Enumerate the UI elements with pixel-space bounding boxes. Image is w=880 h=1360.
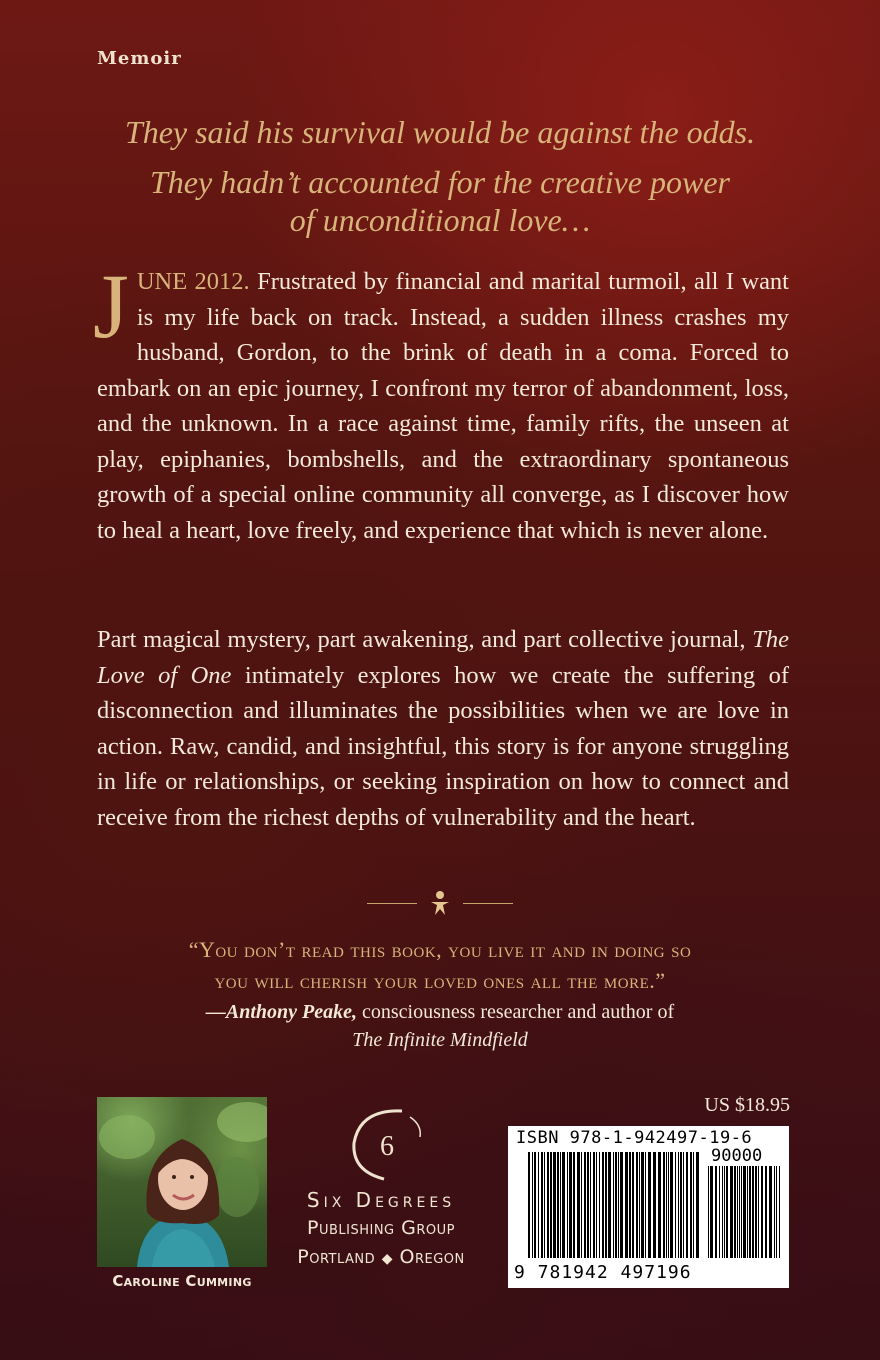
barcode-addon-bar (726, 1166, 728, 1258)
barcode-bar (620, 1152, 623, 1258)
barcode-bar (605, 1152, 607, 1258)
barcode-bar (532, 1152, 533, 1258)
barcode-bar (602, 1152, 604, 1258)
barcode-bar (639, 1152, 640, 1258)
barcode-bar (680, 1152, 682, 1258)
barcode-bar (625, 1152, 628, 1258)
barcode-bar (658, 1152, 661, 1258)
isbn-barcode (508, 1126, 789, 1288)
barcode-bar (569, 1152, 572, 1258)
barcode-addon-bar (724, 1166, 725, 1258)
drop-cap: J (93, 255, 129, 357)
publisher-state: Oregon (399, 1246, 465, 1268)
barcode-addon-bar (779, 1166, 780, 1258)
genre-label: Memoir (97, 48, 182, 69)
barcode-bar (528, 1152, 530, 1258)
barcode-bar (608, 1152, 611, 1258)
quote-line-2: you will cherish your loved ones all the more.” (214, 968, 666, 993)
publisher-location (270, 1246, 492, 1268)
barcode-addon-bar (734, 1166, 736, 1258)
publisher-name-line-1: Six Degrees (306, 1188, 456, 1212)
barcode-addon-bar (761, 1166, 763, 1258)
paragraph-lead: UNE 2012. (136, 268, 250, 295)
barcode-addon-bar (774, 1166, 775, 1258)
quote-book-title: The Infinite Mindfield (352, 1029, 528, 1051)
paragraph-1-text: Frustrated by financial and marital turmoil, all I want is my life back on track. Instead, a sudden illness crashes my husband, Gordon, to the brink of death in a coma. Forced to embark on an epic journey, I confront my terror of abandonment, loss, and the unknown. In a race against time, family rifts, the unseen at play, epiphanies, bombshells, and the extraordinary spontaneous growth of a special online community all converge, as I discover how to heal a heart, love freely, and experience that which is never alone. (97, 268, 789, 544)
tagline-line-2 (60, 163, 820, 239)
barcode-bar (562, 1152, 565, 1258)
publisher-city: Portland (297, 1246, 376, 1268)
barcode-bar (668, 1152, 669, 1258)
barcode-addon-bar (743, 1166, 746, 1258)
barcode-bar (663, 1152, 665, 1258)
barcode-addon-bar (730, 1166, 733, 1258)
barcode-bar (550, 1152, 552, 1258)
barcode-bar (693, 1152, 694, 1258)
barcode-bar (567, 1152, 568, 1258)
barcode-addon-bar (741, 1166, 742, 1258)
barcode-bar (632, 1152, 634, 1258)
barcode-addon-bar (776, 1166, 777, 1258)
barcode-addon-bar (765, 1166, 767, 1258)
barcode-addon-bar (739, 1166, 740, 1258)
quote-attribution (60, 998, 820, 1026)
barcode-bar (696, 1152, 699, 1258)
description-paragraph-1 (93, 255, 789, 548)
barcode-bar (557, 1152, 559, 1258)
barcode-bar (615, 1152, 617, 1258)
barcode-bar (629, 1152, 631, 1258)
barcode-bar (577, 1152, 580, 1258)
publisher-name-line-2: Publishing Group (306, 1217, 455, 1239)
barcode-bar (636, 1152, 638, 1258)
publisher-logo-icon (340, 1103, 430, 1183)
barcode-bar (648, 1152, 651, 1258)
barcode-bar (618, 1152, 619, 1258)
barcode-bar (653, 1152, 656, 1258)
barcode-addon-bar (710, 1166, 713, 1258)
figure-ornament-icon (429, 890, 451, 916)
tagline-line-2b: of unconditional love… (289, 202, 591, 238)
barcode-bar (534, 1152, 536, 1258)
tagline-line-1: They said his survival would be against the odds. (124, 114, 756, 150)
barcode-bar (587, 1152, 589, 1258)
barcode-addon-bar (708, 1166, 709, 1258)
barcode-addon-bar (749, 1166, 751, 1258)
author-photo (97, 1097, 267, 1267)
barcode-bar (553, 1152, 556, 1258)
barcode-addon-bar (737, 1166, 738, 1258)
barcode-addon-bar (722, 1166, 723, 1258)
barcode-addon: 90000 (711, 1146, 763, 1166)
section-divider (0, 890, 880, 916)
barcode-addon-bar (719, 1166, 720, 1258)
barcode-bar (683, 1152, 684, 1258)
barcode-bar (538, 1152, 539, 1258)
author-photo-caption: Caroline Cumming (112, 1272, 252, 1290)
barcode-bar (573, 1152, 575, 1258)
barcode-bar (599, 1152, 600, 1258)
barcode-bar (560, 1152, 561, 1258)
barcode-bar (666, 1152, 667, 1258)
barcode-addon-bar (715, 1166, 717, 1258)
paragraph-2-before: Part magical mystery, part awakening, and part collective journal, (97, 626, 753, 653)
barcode-addon-bar (769, 1166, 772, 1258)
barcode-addon-bar (755, 1166, 757, 1258)
quote-author: —Anthony Peake, (205, 1001, 357, 1023)
quote-author-desc: consciousness researcher and author of (357, 1001, 675, 1023)
tagline-line-2a: They hadn’t accounted for the creative power (150, 164, 730, 200)
publisher-logo-numeral: 6 (380, 1131, 394, 1162)
barcode-bar (641, 1152, 644, 1258)
barcode-addon-bar (752, 1166, 754, 1258)
barcode-digits: 9 781942 497196 (514, 1262, 692, 1283)
barcode-bar (686, 1152, 688, 1258)
barcode-bar (670, 1152, 673, 1258)
barcode-bar (584, 1152, 586, 1258)
paragraph-2-after: intimately explores how we create the suffering of disconnection and illuminates the possibilities when we are love in action. Raw, candid, and insightful, this story is for anyone struggling in life or relationships, or seeking inspiration on how to connect and receive from the richest depths of vulnerability and the heart. (97, 661, 789, 831)
divider-rule-right (463, 903, 513, 904)
barcode-bar (541, 1152, 543, 1258)
book-title-inline: The Love of One (97, 626, 789, 689)
barcode-bar (596, 1152, 597, 1258)
barcode-bar (645, 1152, 646, 1258)
barcode-bar (593, 1152, 595, 1258)
isbn-number: ISBN 978-1-942497-19-6 (516, 1128, 753, 1148)
diamond-icon: ◆ (381, 1251, 393, 1267)
barcode-addon-bar (747, 1166, 748, 1258)
divider-rule-left (367, 903, 417, 904)
barcode-bar (690, 1152, 692, 1258)
price-label: US $18.95 (704, 1094, 790, 1116)
barcode-bar (678, 1152, 679, 1258)
barcode-bar (590, 1152, 591, 1258)
barcode-bar (544, 1152, 545, 1258)
barcode-bar (581, 1152, 582, 1258)
barcode-bar (675, 1152, 676, 1258)
barcode-bar (613, 1152, 614, 1258)
barcode-addon-bar (758, 1166, 759, 1258)
author-portrait-illustration (97, 1097, 267, 1267)
barcode-bars (528, 1152, 783, 1262)
barcode-bar (547, 1152, 549, 1258)
quote-line-1: “You don’t read this book, you live it and in doing so (188, 937, 692, 962)
description-paragraph-2 (97, 622, 789, 835)
